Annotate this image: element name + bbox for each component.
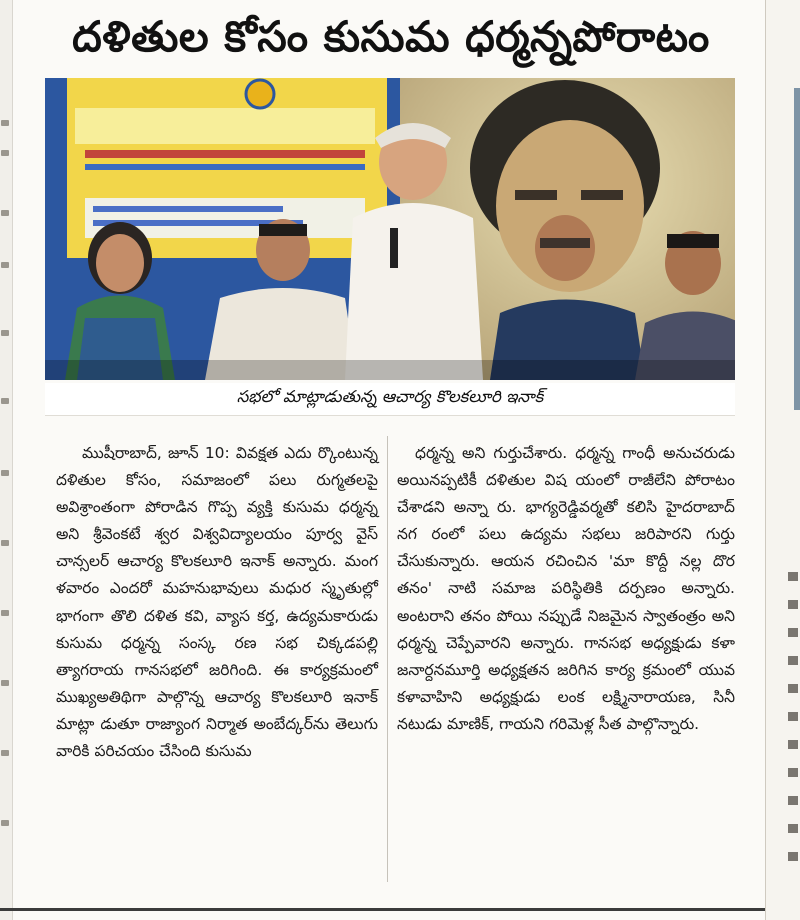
photo-caption: సభలో మాట్లాడుతున్న ఆచార్య కొలకలూరి ఇనాక్ bbox=[236, 387, 544, 406]
article-photo bbox=[45, 78, 735, 380]
article-column-left bbox=[56, 440, 378, 765]
bottom-rule bbox=[0, 908, 765, 911]
article-column-right bbox=[397, 440, 735, 738]
adjacent-page-edge-right bbox=[765, 0, 800, 920]
adjacent-page-edge-left bbox=[0, 0, 13, 920]
article-paragraph-left: ముషీరాబాద్, జూన్ 10: వివక్షత ఎదు ర్కొంటున్న దళితుల కోసం, సమాజంలో పలు రుగ్మతలపై అవిశ్రాంతంగా పోరాడిన గొప్ప వ్యక్తి కుసుమ ధర్మన్న అని శ్రీవెంకటే శ్వర విశ్వవిద్యాలయం పూర్వ వైస్ చాన్సలర్ ఆచార్య కొలకలూరి ఇనాక్ అన్నారు. మంగ ళవారం ఎందరో మహనుభావులు మధుర స్మృతుల్లో భాగంగా తొలి దళిత కవి, వ్యాస కర్త, ఉద్యమకారుడు కుసుమ ధర్మన్న సంస్క రణ సభ చిక్కడపల్లి త్యాగరాయ గానసభలో జరిగింది. ఈ కార్యక్రమంలో ముఖ్యఅతిథిగా పాల్గొన్న ఆచార్య కొలకలూరి ఇనాక్ మాట్లా డుతూ రాజ్యాంగ నిర్మాత అంబేద్కర్‌ను తెలుగు వారికి పరిచయం చేసింది కుసుమ bbox=[56, 444, 378, 761]
adjacent-photo-fragment bbox=[794, 88, 800, 410]
photo-caption-bar bbox=[45, 383, 735, 416]
article-headline: దళితుల కోసం కుసుమ ధర్మన్నపోరాటం bbox=[72, 12, 710, 61]
column-divider bbox=[387, 436, 388, 882]
article-paragraph-right: ధర్మన్న అని గుర్తుచేశారు. ధర్మన్న గాంధీ అనుచరుడు అయినప్పటికీ దళితుల విష యంలో రాజీలేని పోరాటం చేశాడని అన్నా రు. భాగ్యరెడ్డివర్మతో కలిసి హైదరాబాద్ నగ రంలో పలు ఉద్యమ సభలు జరిపారని గుర్తు చేసుకున్నారు. ఆయన రచించిన 'మా కొద్దీ నల్ల దొర తనం' నాటి సమాజ పరిస్థితికి దర్పణం అన్నారు. అంటరాని తనం పోయి నప్పుడే నిజమైన స్వాతంత్రం అని ధర్మన్న చెప్పేవారని అన్నారు. గానసభ అధ్యక్షుడు కళా జనార్దనమూర్తి అధ్యక్షతన జరిగిన కార్య క్రమంలో యువ కళావాహిని అధ్యక్షుడు లంక లక్ష్మినారాయణ, సినీ నటుడు మాణిక్, గాయని గరిమెళ్ల సీత పాల్గొన్నారు. bbox=[397, 444, 735, 733]
